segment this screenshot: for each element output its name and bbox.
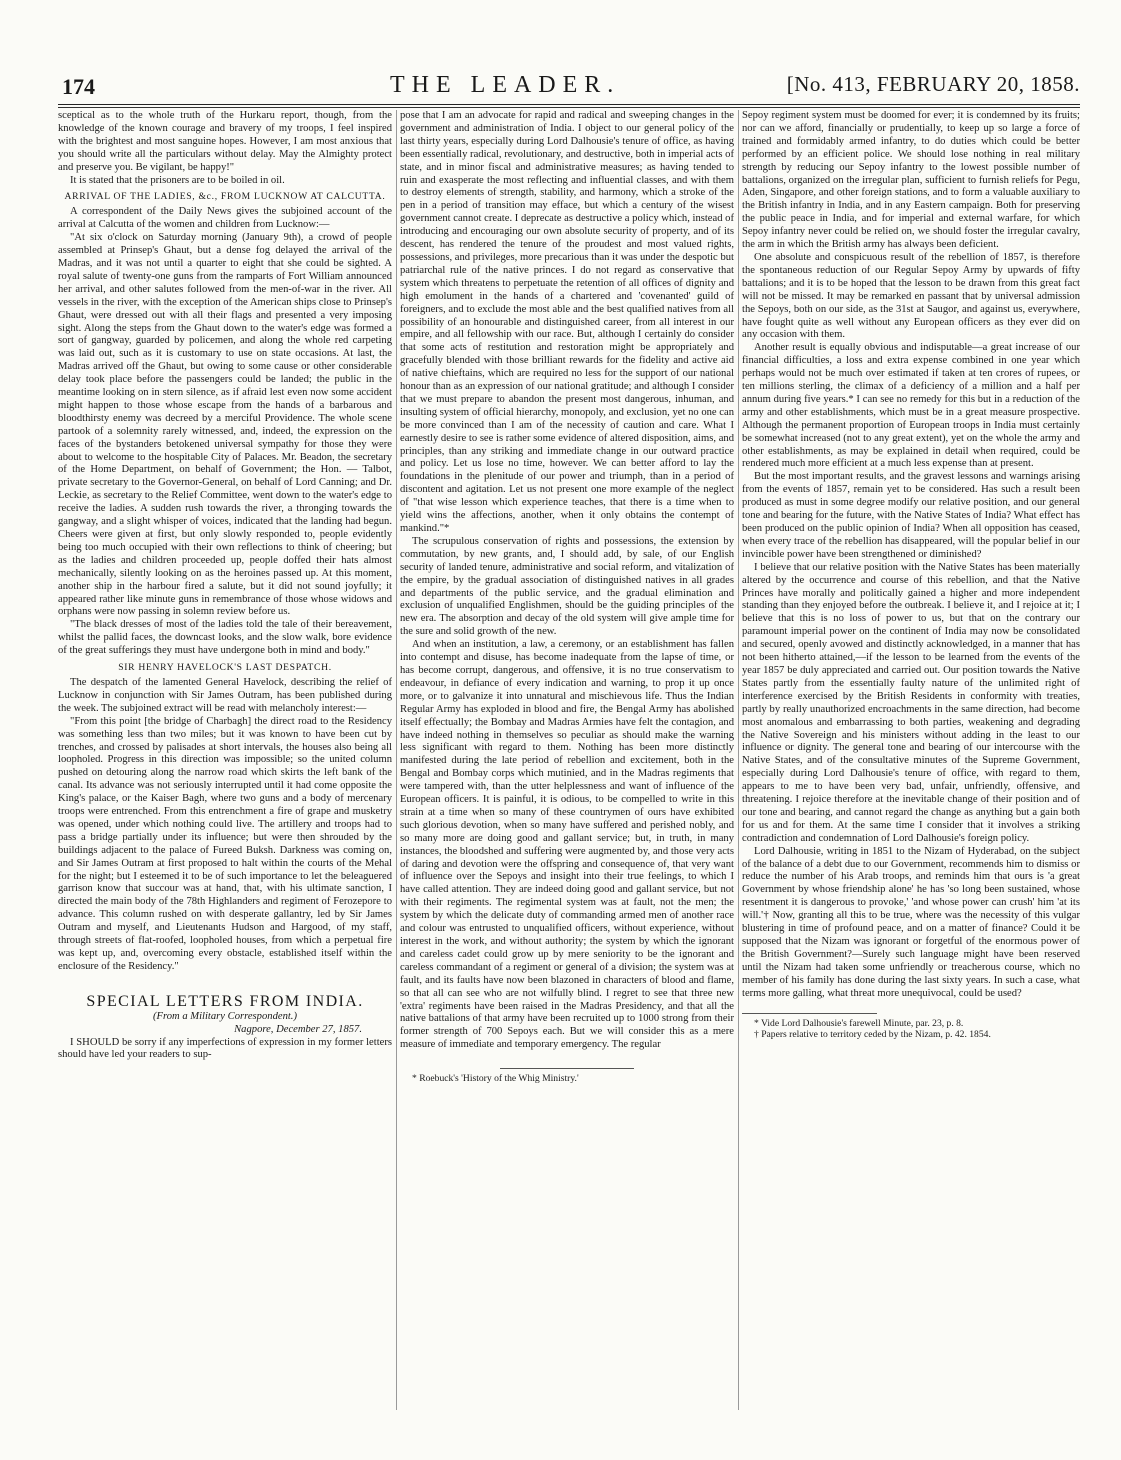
column-2 (400, 110, 734, 1430)
paragraph: And when an institution, a law, a ceremony, or an establishment has fallen into contempt and disuse, has become inadequate from the lapse of time, or has become corrupt, dangerous, and offensive, it is no true conservatism to endeavour, in defiance of every indication and warning, to prop it up once more, or to galvanize it into unnatural and mischievous life. Thus the Indian Regular Army has exploded in blood and fire, the Bengal Army has abolished itself effectually; the Bombay and Madras Armies have felt the contagion, and have indeed nothing in themselves so peculiar as should make the warning less significant with regard to them. Nothing has been more distinctly manifested during the late period of rebellion and excitement, both in the Bengal and Bombay corps which mutinied, and in the Madras regiments that were tampered with, than the utter helplessness and want of influence of the European officers. It is painful, it is odious, to be compelled to write in this strain at a time when so many of these countrymen of ours have exhibited such glorious devotion, when so many have suffered and perished nobly, and so many more are doing good and gallant service; but, in truth, in many instances, the bloodshed and suffering were augmented by, and those very acts of daring and devotion were the offspring and consequence of, that very want of influence over the Sepoys and insight into their true feelings, to which I have called attention. They are indeed doing good and gallant service, but not with their regiments. The regimental system was at fault, not the men; the system by which the delicate duty of commanding armed men of another race and colour was entrusted to unqualified officers, without experience, without interest in the work, and without authority; the system by which the ignorant and careless cadet could grow up by mere seniority to be the ignorant and careless commandant of a regiment or general of a division; the system was at fault, and its faults have now been blazoned in characters of blood and flame, so that all can see who are not wilfully blind. I regret to see that three new 'extra' regiments have been raised in the Madras Presidency, and that all the native battalions of that army have been recruited up to 1000 strong from their former strength of 700 Sepoys each. But we will consider this as a mere measure of immediate and temporary emergency. The regular (400, 639, 734, 1051)
paragraph: Another result is equally obvious and indisputable—a great increase of our financial difficulties, a loss and extra expense combined in one year which perhaps would not be much over estimated if taken at ten crores of rupees, or ten millions sterling, the climax of a deficiency of a million and a half per annum during five years.* I can see no remedy for this but in a reduction of the army and other establishments, which must be in a great measure prospective. Although the permanent proportion of European troops in India must certainly be somewhat increased (not to any great extent), yet on the whole the army and other establishments, as may be explained in detail when required, could be rendered much more efficient at a much less expense than at present. (742, 342, 1080, 470)
column-divider (738, 110, 739, 1410)
column-1 (58, 110, 392, 1430)
paragraph: "The black dresses of most of the ladies told the tale of their bereavement, whilst the pallid faces, the downcast looks, and the slow walk, bore evidence of the great sufferings they must have undergone both in mind and body." (58, 619, 392, 657)
paragraph: It is stated that the prisoners are to be boiled in oil. (70, 174, 285, 186)
article-heading: SPECIAL LETTERS FROM INDIA. (86, 992, 364, 1010)
footnote: † Papers relative to territory ceded by the Nizam, p. 42. 1854. (754, 1029, 991, 1041)
footnote: * Vide Lord Dalhousie's farewell Minute, par. 23, p. 8. (754, 1017, 964, 1029)
paragraph: "At six o'clock on Saturday morning (January 9th), a crowd of people assembled at Prinsep's Ghaut, but a dense fog delayed the arrival of the Madras, and it was not until a quarter to eight that she could be sighted. A royal salute of twenty-one guns from the ramparts of Fort William announced her arrival, and other salutes followed from the men-of-war in the river. All vessels in the river, with the exception of the American ships close to Prinsep's Ghaut, were dressed out with all their flags and presented a very imposing sight. Along the steps from the Ghaut down to the water's edge was formed a sort of gangway, guarded by policemen, and along the whole red carpeting was laid out, such as it is customary to use on state occasions. At last, the Madras arrived off the Ghaut, but owing to some cause or other considerable delay took place before the passengers could be landed; the public in the meantime looking on in stern silence, as if afraid lest even now some accident might happen to those whose escape from the hands of a barbarous and bloodthirsty enemy was decreed by a merciful Providence. The whole scene partook of a solemnity rarely witnessed, and, indeed, the expression on the faces of the bystanders betokened universal sympathy for those they were about to welcome to the hospitable City of Palaces. Mr. Beadon, the secretary of the Home Department, on behalf of Government; the Hon. — Talbot, private secretary to the Governor-General, on behalf of Lord Canning; and Dr. Leckie, as secretary to the Relief Committee, went down to the water's edge to receive the ladies. A sudden rush towards the river, a thronging towards the gangway, and a slight whisper of voices, indicated that the landing had begun. Cheers were given at first, but only slowly responded to, people evidently being too much occupied with their own reflections to think of cheering; but as the ladies and children proceeded up, people doffed their hats almost mechanically, silently looking on as the heroines passed up. At this moment, another ship in the harbour fired a salute, but it did not sound joyfully; it appeared rather like minute guns in remembrance of those whose widows and orphans were now passing in solemn review before us. (58, 232, 392, 618)
footnote-rule (500, 1068, 634, 1069)
paragraph: sceptical as to the whole truth of the Hurkaru report, though, from the knowledge of the known courage and bravery of my troops, I feel inspired with the brightest and most sanguine hopes. However, I am most anxious that you should write all the particulars without delay. May the Almighty protect and preserve you. Be vigilant, be happy!" (58, 110, 392, 173)
paragraph: Sepoy regiment system must be doomed for ever; it is condemned by its fruits; nor can we afford, financially or prudentially, to keep up so large a force of trained and formidably armed infantry, to do duties which could be better performed by an efficient police. We should lose nothing in real military strength by reducing our Sepoy infantry to the lowest possible number of battalions, organized on the irregular plan, sufficient to furnish reliefs for Pegu, Aden, Singapore, and other foreign stations, and to form a valuable auxiliary to the British infantry in India, and in any Eastern campaign. Both for preserving the public peace in India, and for imperial and external warfare, for which Sepoy infantry never could be relied on, we should foster the irregular cavalry, the arm in which the British army has always been deficient. (742, 110, 1080, 251)
paragraph: I believe that our relative position with the Native States has been materially altered by the occurrence and course of this rebellion, and that the Native Princes have morally and politically gained a higher and more independent standing than they enjoyed before the outbreak. I believe it, and I rejoice at it; I believe that this is no loss of power to us, but that on the contrary our paramount imperial power on the continent of India may now be consolidated and secured, openly avowed and distinctly acknowledged, in a manner that has not been hitherto attained,—if the lesson to be learned from the events of the year 1857 be duly appreciated and carried out. Our position towards the Native States partly from the essentially faulty nature of the unlimited right of interference exercised by the British Residents in conformity with treaties, partly by really unauthorized encroachments in the same direction, had become most anomalous and embarrassing to both parties, weakening and degrading the Native Sovereign and his ministers without adding in the least to our influence or dignity. The general tone and bearing of our intercourse with the Native States, and of the consultative minutes of the Supreme Government, especially during Lord Dalhousie's tenure of office, with regard to them, appears to me to have been very bad, unfair, unfriendly, offensive, and threatening. I rejoice therefore at the inevitable change of their position and of our tone and bearing, and cannot regard the change as anything but a gain both for us and for them. At the same time I consider that it involves a striking contradiction and condemnation of Lord Dalhousie's foreign policy. (742, 561, 1080, 844)
column-divider (396, 110, 397, 1410)
article-subheading: (From a Military Correspondent.) (153, 1010, 297, 1022)
section-heading: SIR HENRY HAVELOCK'S LAST DESPATCH. (118, 662, 332, 674)
paragraph: pose that I am an advocate for rapid and radical and sweeping changes in the government and administration of India. I object to our general policy of the last thirty years, especially during Lord Dalhousie's tenure of office, as having been essentially radical, revolutionary, and destructive, both in imperial acts of state, and in minor fiscal and administrative measures; as having tended to ruin and exasperate the most reflecting and influential classes, and with them to destroy elements of strength, stability, and harmony, which a stroke of the pen in a period of transition may efface, but which a century of the wisest government cannot create. I deprecate as destructive a policy which, instead of introducing and encouraging our own absolute security of property, and of its descent, has rendered the tenure of the proudest and most valued rights, possessions, and privileges, more precarious than it was under the despotic but patriarchal rule of the native princes. I do not regard as conservative that system which threatens to perpetuate the retention of all offices of dignity and high emolument in the hands of a chartered and 'covenanted' guild of foreigners, and to exclude the most able and the best qualified natives from all possibility of an honourable and distinguished career, from all interest in our empire, and all fellowship with our race. But, although I certainly do consider that some acts of restitution and restoration might be appropriately and gracefully blended with those brilliant rewards for the fidelity and active aid of native chieftains, which are required no less for the support of our national honour than as an expression of our national gratitude; and although I consider that we must prepare to abandon the present most dangerous, inhuman, and insulting system of official hierarchy, monopoly, and exclusion, yet no one can be more convinced than I am of the necessity of caution and care. What I earnestly desire to see is rather some evidence of altered disposition, aims, and principles, than any striking and immediate change in our outward practice and policy. Let us lose no time, however. We can better afford to lay the foundations in the plenitude of our power and triumph, than in a period of discontent and agitation. Let us not present one more example of the neglect of "that wise lesson which experience teaches, that there is a time when to yield wins the affections, another, when it only obtains the contempt of mankind."* (400, 110, 734, 534)
page-header (40, 68, 1080, 102)
header-rule-thin (58, 107, 1080, 108)
header-rule (58, 104, 1080, 105)
newspaper-title: THE LEADER. (390, 72, 621, 98)
column-3 (742, 110, 1080, 1430)
paragraph: I SHOULD be sorry if any imperfections of expression in my former letters should have led your readers to sup- (58, 1036, 392, 1061)
paragraph: But the most important results, and the gravest lessons and warnings arising from the events of 1857, remain yet to be considered. Has such a result been produced as must in some degree modify our relative position, and our general tone and bearing for the future, with the Native States of India? What effect has been produced on the public opinion of India? When all opposition has ceased, when every trace of the rebellion has disappeared, will the popular belief in our invincible power have been strengthened or diminished? (742, 471, 1080, 560)
paragraph: A correspondent of the Daily News gives the subjoined account of the arrival at Calcutta of the women and children from Lucknow:— (58, 206, 392, 231)
paragraph: The despatch of the lamented General Havelock, describing the relief of Lucknow in conjunction with Sir James Outram, has been published during the week. The subjoined extract will be read with melancholy interest:— (58, 676, 392, 714)
paragraph: Lord Dalhousie, writing in 1851 to the Nizam of Hyderabad, on the subject of the balance of a debt due to our Government, recommends him to dismiss or reduce the number of his Arab troops, and reminds him that ours is 'a great Government by whose friendship alone' he has 'so long been sustained, whose resentment it is dangerous to provoke,' 'and whose power can crush' him 'at its will.'† Now, granting all this to be true, where was the necessity of this vulgar blustering in time of profound peace, and on a matter of finance? Could it be supposed that the Nizam was ignorant or forgetful of the enormous power of the British Government?—Surely such language might have been reserved until the Nizam had taken some unfriendly or treacherous course, which no member of his family has done during the last sixty years. In such a case, what terms more galling, what threat more unequivocal, could be used? (742, 845, 1080, 999)
paragraph: The scrupulous conservation of rights and possessions, the extension by commutation, by new grants, and, I should add, by sale, of our English security of landed tenure, administrative and social reform, and vitalization of the empire, by the gradual association of distinguished natives in all grades and departments of the public service, and the gradual elimination and exclusion of unqualified Englishmen, should be the guiding principles of the new era. The absorption and decay of the old system will give ample time for the sure and solid growth of the new. (400, 535, 734, 638)
paragraph: One absolute and conspicuous result of the rebellion of 1857, is therefore the spontaneous reduction of our Regular Sepoy Army by upwards of fifty battalions; and it is to be hoped that the lesson to be drawn from this great fact will not be missed. It may be remarked en passant that by universal admission the Sepoys, both on our side, as the 31st at Saugor, and against us, everywhere, have fought quite as well without any European officers as they ever did on any occasion with them. (742, 251, 1080, 341)
page-number: 174 (62, 74, 95, 99)
issue-line: [No. 413, FEBRUARY 20, 1858. (786, 72, 1080, 96)
footnote: * Roebuck's 'History of the Whig Ministry.' (412, 1073, 579, 1085)
section-heading: ARRIVAL OF THE LADIES, &c., FROM LUCKNOW AT CALCUTTA. (64, 191, 386, 203)
footnote-rule (742, 1013, 877, 1014)
paragraph: "From this point [the bridge of Charbagh] the direct road to the Residency was something less than two miles; but it was known to have been cut by trenches, and crossed by palisades at short intervals, the houses also being all loopholed. Progress in this direction was impossible; so the united column pushed on detouring along the narrow road which skirts the left bank of the canal. Its advance was not seriously interrupted until it had come opposite the King's palace, or the Kaiser Bagh, where two guns and a body of mercenary troops were entrenched. From this entrenchment a fire of grape and musketry was opened, under which nothing could live. The artillery and troops had to pass a bridge partially under its influence; but were then shrouded by the buildings adjacent to the palace of Fureed Buksh. Darkness was coming on, and Sir James Outram at first proposed to halt within the courts of the Mehal for the night; but I esteemed it to be of such importance to let the beleaguered garrison know that succour was at hand, that, with his ultimate sanction, I directed the main body of the 78th Highlanders and regiment of Ferozepore to advance. This column rushed on with desperate gallantry, led by Sir James Outram and myself, and Lieutenants Hudson and Hargood, of my staff, through streets of flat-roofed, loopholed houses, from which a perpetual fire was kept up, and, overcoming every obstacle, established itself within the enclosure of the Residency." (58, 715, 392, 972)
dateline: Nagpore, December 27, 1857. (234, 1023, 362, 1035)
